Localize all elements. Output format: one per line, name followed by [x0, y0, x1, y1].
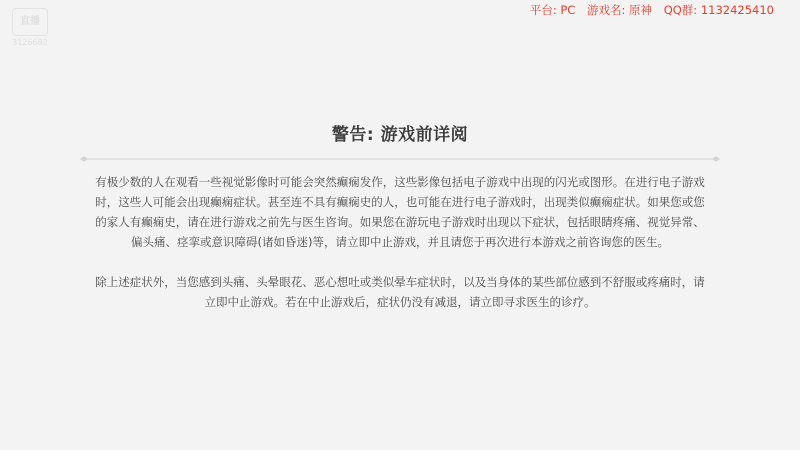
warning-paragraph-1: 有极少数的人在观看一些视觉影像时可能会突然癫痫发作，这些影像包括电子游戏中出现的闪光或图形。在进行电子游戏时，这些人可能会出现癫痫症状。甚至连不具有癫痫史的人，也可能在进行电子游戏时，出现类似癫痫症状。如果您或您的家人有癫痫史，请在进行游戏之前先与医生咨询。如果您在游玩电子游戏时出现以下症状，包括眼睛疼痛、视觉异常、偏头痛、痉挛或意识障碍(诸如昏迷)等，请立即中止游戏，并且请您于再次进行本游戏之前咨询您的医生。	[95, 175, 705, 249]
divider-left-diamond	[80, 156, 88, 162]
game-name-label: 游戏名: 原神	[587, 3, 653, 17]
ornamental-divider	[80, 154, 720, 164]
watermark-number: 3126682	[12, 38, 48, 47]
qq-group-label: QQ群: 1132425410	[663, 3, 774, 17]
watermark-logo: 直播	[12, 8, 48, 36]
warning-body	[90, 172, 710, 312]
divider-right-diamond	[712, 156, 720, 162]
stream-info-bar	[522, 2, 774, 18]
stream-watermark	[12, 8, 48, 52]
warning-paragraph-2: 除上述症状外，当您感到头痛、头晕眼花、恶心想吐或类似晕车症状时，以及当身体的某些部位感到不舒服或疼痛时，请立即中止游戏。若在中止游戏后，症状仍没有减退，请立即寻求医生的诊疗。	[95, 275, 705, 309]
warning-title: 警告: 游戏前详阅	[331, 125, 469, 145]
platform-label: 平台: PC	[529, 3, 576, 17]
